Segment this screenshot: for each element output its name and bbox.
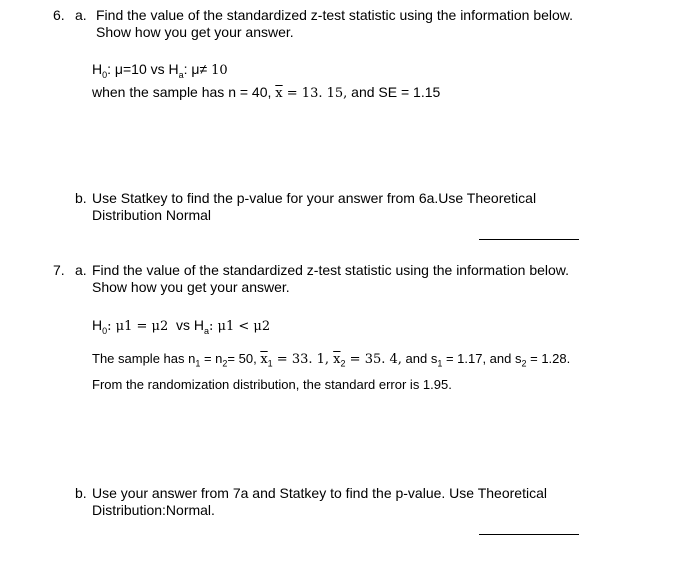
q7-standard-error-line: From the randomization distribution, the standard error is 1.95. <box>92 377 452 392</box>
q7b-line1: Use your answer from 7a and Statkey to find the p-value. Use Theoretical <box>92 485 547 501</box>
q7a-label: a. <box>75 262 87 278</box>
q7-hypotheses: $H_0$: μ1 = μ2 vs $H_a$: μ1 < μ2 <box>92 317 271 336</box>
q6a-line1: Find the value of the standardized z-test statistic using the information below. <box>96 7 574 23</box>
q6b-label: b. <box>75 190 87 206</box>
q7-sample-info: The sample has $n_1 = n_2= 50$, $\overline{x}_1 = 33$. 1, $\overline{x}_2 = 35$. 4, and $s_1 = 1.17$, and $s_2 = 1.28$. <box>92 351 571 369</box>
q7b-line2: Distribution:Normal. <box>92 502 215 518</box>
q6a-label: a. <box>75 7 87 23</box>
q6-answer-blank[interactable] <box>479 239 579 240</box>
q7a-line2: Show how you get your answer. <box>92 279 290 295</box>
q7a-line1: Find the value of the standardized z-test statistic using the information below. <box>92 262 570 278</box>
q6-hypotheses: $H_0$: μ=10 vs $H_a$: μ≠ 10 <box>92 61 228 80</box>
q7-answer-blank[interactable] <box>479 534 579 535</box>
q7b-label: b. <box>75 485 87 501</box>
x-bar: $\overline{x}$ <box>275 86 283 101</box>
x-bar-2: $\overline{x}$ <box>333 352 341 367</box>
q6a-line2: Show how you get your answer. <box>96 24 294 40</box>
q6b-line1: Use Statkey to find the p-value for your answer from 6a.Use Theoretical <box>92 190 537 206</box>
q7-number: 7. <box>53 262 65 278</box>
q6b-line2: Distribution Normal <box>92 207 212 223</box>
q6-number: 6. <box>53 7 65 23</box>
x-bar-1: $\overline{x}$ <box>260 352 268 367</box>
q6-sample-info: when the sample has n = 40, $\overline{x} = 13$. 15, and SE = 1.15 <box>92 84 441 101</box>
